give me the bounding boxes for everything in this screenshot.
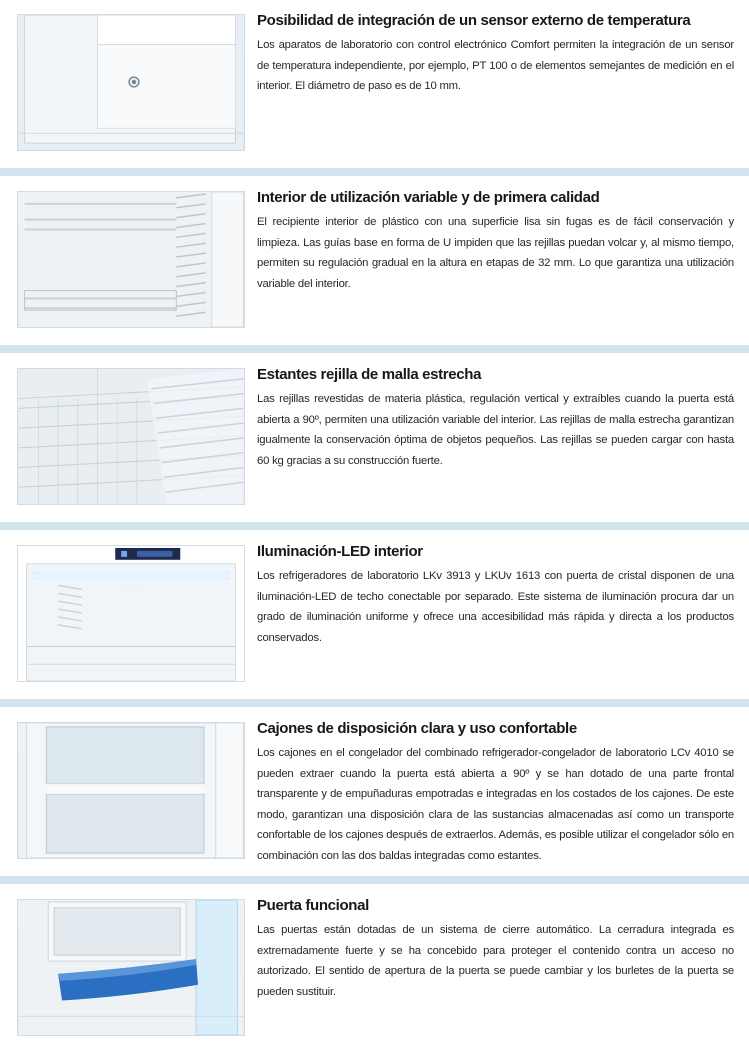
section-title: Puerta funcional	[257, 897, 369, 914]
separator	[0, 522, 749, 530]
door-illustration	[18, 900, 244, 1035]
separator	[0, 168, 749, 176]
section-title: Interior de utilización variable y de primera calidad	[257, 189, 600, 206]
drawers-photo	[17, 722, 245, 859]
section-door	[0, 884, 749, 1051]
wire-shelf-illustration	[18, 369, 244, 504]
section-led	[0, 530, 749, 699]
wire-shelf-photo	[17, 368, 245, 505]
sensor-port-photo	[17, 14, 245, 151]
section-title: Estantes rejilla de malla estrecha	[257, 366, 482, 383]
separator	[0, 699, 749, 707]
section-title: Cajones de disposición clara y uso confortable	[257, 720, 577, 737]
separator	[0, 876, 749, 884]
section-body: El recipiente interior de plástico con una superficie lisa sin fugas es de fácil conservación y limpieza. Las guías base en forma de U impiden que las rejillas puedan volcar y, al mismo tiempo, permiten su regulación gradual en la altura en etapas de 32 mm. Lo que garantiza una utilización variable del interior.	[257, 216, 734, 290]
sensor-port-illustration	[18, 15, 244, 150]
section-title: Iluminación-LED interior	[257, 543, 423, 560]
section-body: Los refrigeradores de laboratorio LKv 3913 y LKUv 1613 con puerta de cristal disponen de una iluminación-LED de techo conectable por separado. Este sistema de iluminación procura dar un grado de iluminación uniforme y ofrece una accesibilidad más rápida y directa a los productos conservados.	[257, 570, 734, 644]
section-body: Las puertas están dotadas de un sistema de cierre automático. La cerradura integrada es extremadamente fuerte y se ha concebido para proteger el contenido contra un acceso no autorizado. El sentido de apertura de la puerta se puede cambiar y los burletes de la puerta se pueden sustituir.	[257, 924, 734, 998]
led-light-photo	[17, 545, 245, 682]
drawers-illustration	[18, 723, 244, 858]
interior-rails-photo	[17, 191, 245, 328]
section-body: Las rejillas revestidas de materia plástica, regulación vertical y extraíbles cuando la puerta está abierta a 90º, permiten una utilización variable del interior. Las rejillas de malla estrecha garantizan igualmente la conservación óptima de objetos pequeños. Las rejillas se pueden cargar con hasta 60 kg gracias a su construcción fuerte.	[257, 393, 734, 467]
section-drawers	[0, 707, 749, 876]
section-title: Posibilidad de integración de un sensor externo de temperatura	[257, 12, 691, 29]
separator	[0, 345, 749, 353]
section-shelves	[0, 353, 749, 522]
section-body: Los aparatos de laboratorio con control electrónico Comfort permiten la integración de un sensor de temperatura independiente, por ejemplo, PT 100 o de elementos semejantes de medición en el interior. El diámetro de paso es de 10 mm.	[257, 39, 734, 93]
door-photo	[17, 899, 245, 1036]
interior-rails-illustration	[18, 192, 244, 327]
section-interior	[0, 176, 749, 345]
section-sensor	[0, 0, 749, 168]
section-body: Los cajones en el congelador del combinado refrigerador-congelador de laboratorio LCv 4010 se pueden extraer cuando la puerta está abierta a 90º y se han dotado de una parte frontal transparente y de empuñaduras empotradas e integradas en los costados de los cajones. De este modo, garantizan una disposición clara de las sustancias almacenadas así como un transporte confortable de los cajones después de extraerlos. Además, es posible utilizar el congelador sólo en combinación con las dos baldas integradas como estantes.	[257, 747, 734, 862]
led-light-illustration	[18, 546, 244, 681]
